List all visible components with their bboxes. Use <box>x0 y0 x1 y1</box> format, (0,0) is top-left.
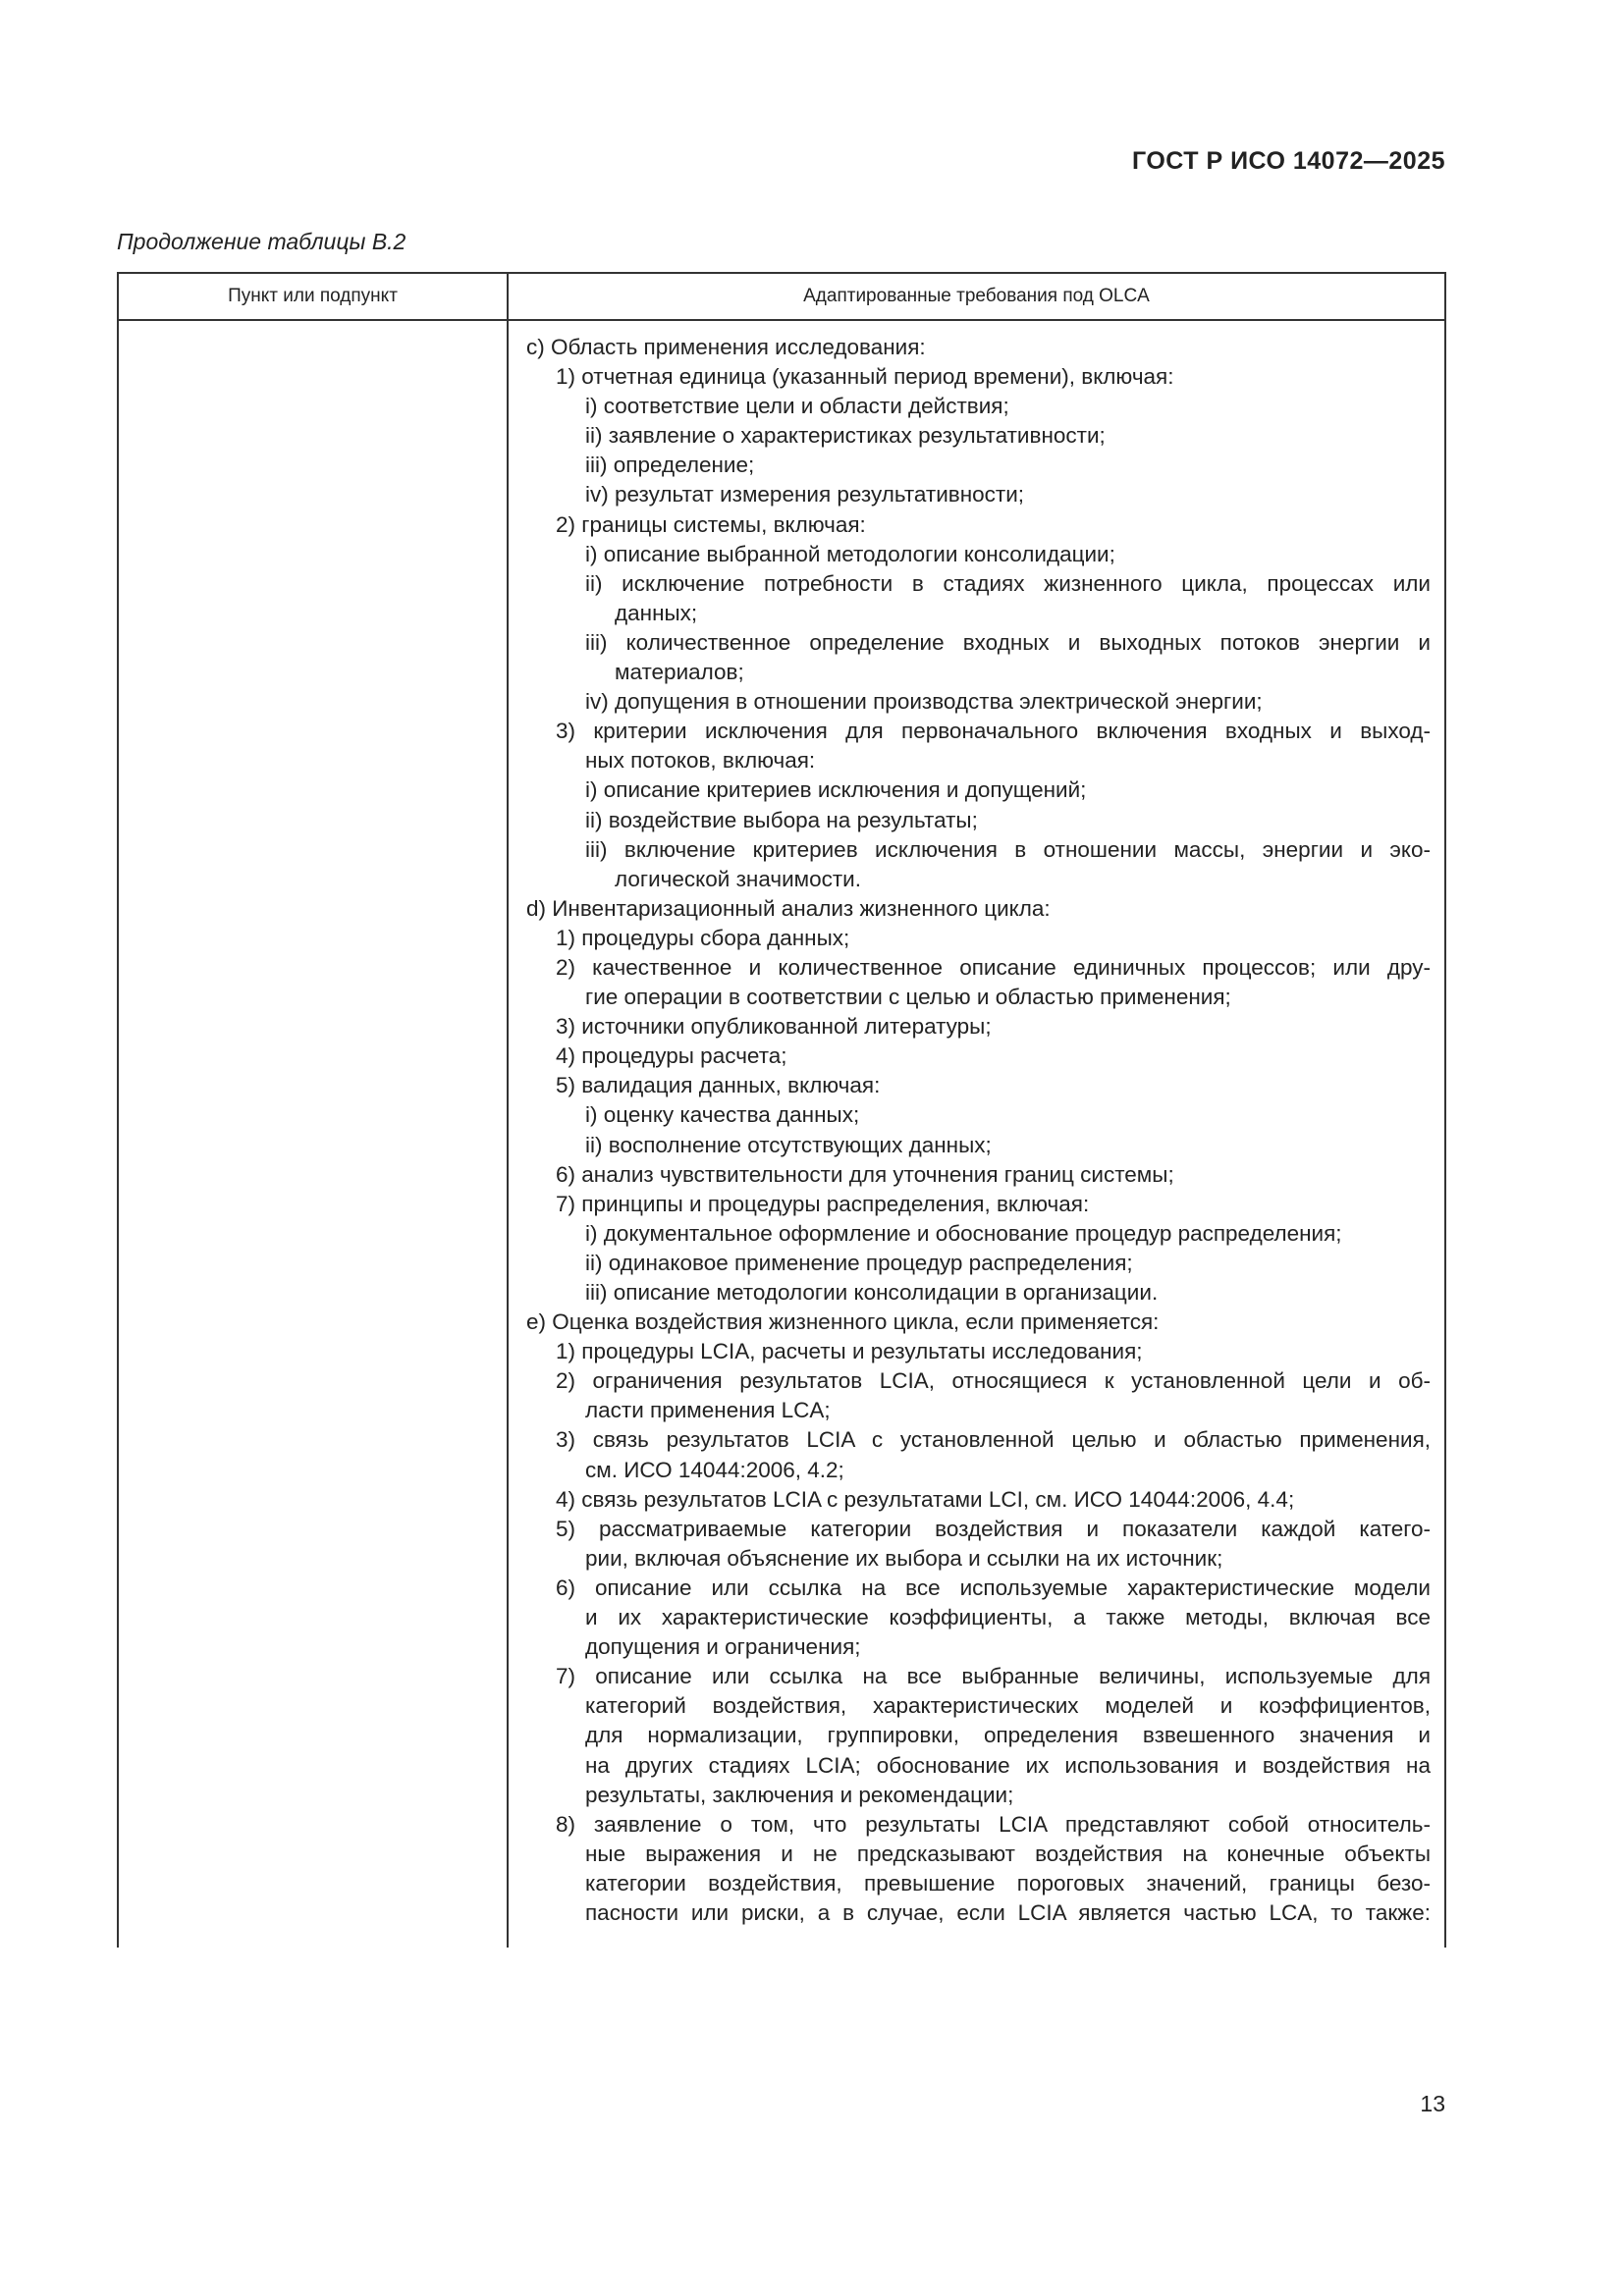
requirement-line: данных; <box>615 600 698 625</box>
requirement-line: 7) описание или ссылка на все выбранные величины, используемые для <box>556 1664 1431 1689</box>
requirement-line: 6) анализ чувствительности для уточнения границ системы; <box>556 1161 1174 1187</box>
requirement-line: ласти применения LCA; <box>585 1398 831 1423</box>
requirement-line: 1) процедуры LCIA, расчеты и результаты исследования; <box>556 1339 1143 1364</box>
requirement-line: 2) границы системы, включая: <box>556 511 866 537</box>
requirement-line: ii) исключение потребности в стадиях жизненного цикла, процессах или <box>585 570 1431 596</box>
requirement-line: i) оценку качества данных; <box>585 1102 860 1128</box>
requirement-line: 4) процедуры расчета; <box>556 1043 787 1069</box>
requirement-line: i) описание выбранной методологии консолидации; <box>585 541 1115 566</box>
requirement-line: iv) результат измерения результативности; <box>585 482 1025 507</box>
column-header-requirements: Адаптированные требования под OLCA <box>508 273 1445 320</box>
table-row <box>118 320 1445 1948</box>
requirement-line: 3) связь результатов LCIA с установленной целью и областью применения, <box>556 1427 1431 1453</box>
requirement-line: ных потоков, включая: <box>585 748 816 774</box>
requirement-line: ii) восполнение отсутствующих данных; <box>585 1132 992 1157</box>
requirement-line: iii) количественное определение входных и выходных потоков энергии и <box>585 629 1431 655</box>
table-header-row <box>118 273 1445 320</box>
requirement-line: 3) источники опубликованной литературы; <box>556 1014 992 1040</box>
requirement-line: см. ИСО 14044:2006, 4.2; <box>585 1457 844 1482</box>
page-number: 13 <box>1420 2091 1445 2116</box>
requirement-line: c) Область применения исследования: <box>526 335 926 359</box>
requirement-line: гие операции в соответствии с целью и областью применения; <box>585 985 1231 1010</box>
requirement-line: 1) отчетная единица (указанный период времени), включая: <box>556 364 1174 390</box>
requirement-line: iii) определение; <box>585 453 755 478</box>
requirement-line: 6) описание или ссылка на все используемые характеристические модели <box>556 1575 1431 1600</box>
requirement-line: 2) ограничения результатов LCIA, относящиеся к установленной цели и об- <box>556 1368 1431 1394</box>
requirement-line: пасности или риски, а в случае, если LCIA является частью LCA, то также: <box>585 1899 1431 1925</box>
requirement-line: i) описание критериев исключения и допущений; <box>585 777 1087 803</box>
requirement-line: 5) рассматриваемые категории воздействия и показатели каждой катего- <box>556 1516 1431 1541</box>
requirement-line: материалов; <box>615 660 744 685</box>
requirement-line: на других стадиях LCIA; обоснование их использования и воздействия на <box>585 1752 1431 1778</box>
requirement-line: 5) валидация данных, включая: <box>556 1073 881 1098</box>
requirement-line: 1) процедуры сбора данных; <box>556 925 850 950</box>
requirement-line: 4) связь результатов LCIA с результатами LCI, см. ИСО 14044:2006, 4.4; <box>556 1486 1295 1512</box>
table-caption: Продолжение таблицы В.2 <box>117 229 406 254</box>
requirement-line: 7) принципы и процедуры распределения, включая: <box>556 1191 1090 1216</box>
requirement-line: допущения и ограничения; <box>585 1634 861 1660</box>
requirement-line: ные выражения и не предсказывают воздействия на конечные объекты <box>585 1841 1431 1866</box>
requirement-line: iv) допущения в отношении производства электрической энергии; <box>585 689 1263 715</box>
requirement-line: 8) заявление о том, что результаты LCIA представляют собой относитель- <box>556 1811 1431 1837</box>
document-code: ГОСТ Р ИСО 14072—2025 <box>1132 147 1445 175</box>
requirements-text <box>509 321 1444 1928</box>
requirement-line: е) Оценка воздействия жизненного цикла, если применяется: <box>526 1309 1160 1335</box>
requirement-line: 2) качественное и количественное описание единичных процессов; или дру- <box>556 954 1431 980</box>
requirements-cell <box>508 320 1445 1948</box>
requirement-line: ii) заявление о характеристиках результативности; <box>585 423 1106 449</box>
requirement-line: d) Инвентаризационный анализ жизненного цикла: <box>526 895 1051 921</box>
requirement-line: i) соответствие цели и области действия; <box>585 394 1009 419</box>
requirement-line: логической значимости. <box>615 866 861 891</box>
requirement-line: категории воздействия, превышение пороговых значений, границы безо- <box>585 1870 1431 1896</box>
requirement-line: рии, включая объяснение их выбора и ссылки на их источник; <box>585 1545 1223 1571</box>
requirement-line: для нормализации, группировки, определения взвешенного значения и <box>585 1723 1431 1748</box>
clause-cell <box>118 320 508 1948</box>
requirement-line: и их характеристические коэффициенты, а также методы, включая все <box>585 1605 1431 1630</box>
requirement-line: ii) одинаковое применение процедур распределения; <box>585 1250 1133 1275</box>
requirement-line: i) документальное оформление и обоснование процедур распределения; <box>585 1220 1342 1246</box>
requirement-line: ii) воздействие выбора на результаты; <box>585 807 978 832</box>
requirement-line: категорий воздействия, характеристических моделей и коэффициентов, <box>585 1693 1431 1719</box>
requirement-line: 3) критерии исключения для первоначального включения входных и выход- <box>556 719 1431 744</box>
requirement-line: iii) включение критериев исключения в отношении массы, энергии и эко- <box>585 836 1431 862</box>
requirements-table <box>117 272 1446 1948</box>
requirement-line: iii) описание методологии консолидации в организации. <box>585 1280 1159 1305</box>
requirement-line: результаты, заключения и рекомендации; <box>585 1782 1014 1807</box>
column-header-clause: Пункт или подпункт <box>118 273 508 320</box>
